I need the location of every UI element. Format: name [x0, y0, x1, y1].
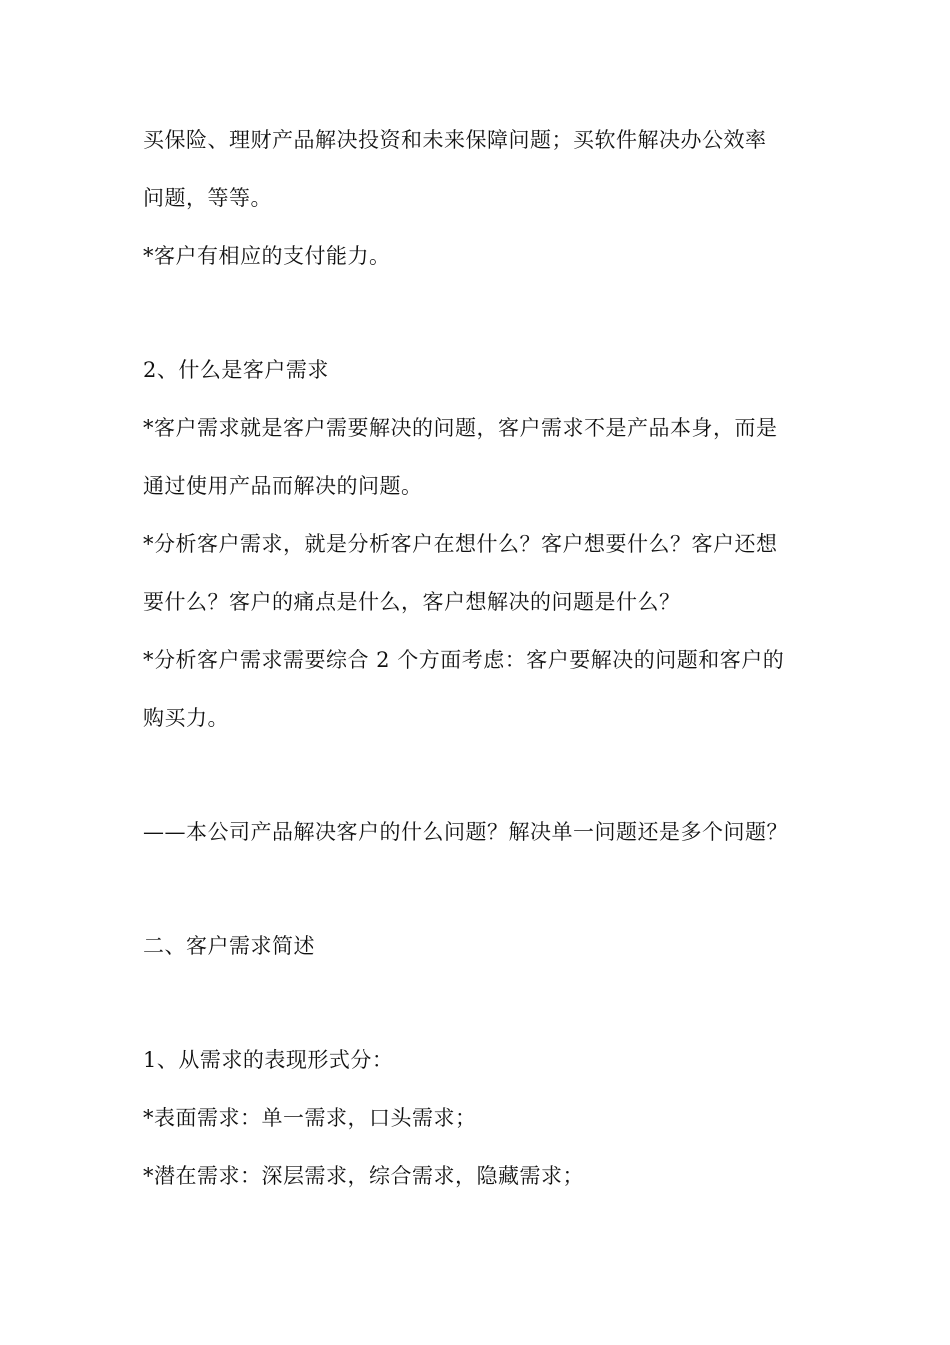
- bullet-line: *分析客户需求，就是分析客户在想什么？客户想要什么？客户还想: [143, 532, 778, 556]
- chapter-heading: 二、客户需求简述: [143, 934, 315, 958]
- paragraph-line: 通过使用产品而解决的问题。: [143, 474, 423, 498]
- question-line: ——本公司产品解决客户的什么问题？解决单一问题还是多个问题？: [143, 820, 788, 844]
- paragraph-line: 问题，等等。: [143, 186, 272, 210]
- paragraph-line: 买保险、理财产品解决投资和未来保障问题；买软件解决办公效率: [143, 128, 767, 152]
- bullet-line: *客户有相应的支付能力。: [143, 244, 391, 268]
- bullet-line: *潜在需求：深层需求，综合需求，隐藏需求；: [143, 1164, 584, 1188]
- bullet-line: *分析客户需求需要综合 2 个方面考虑：客户要解决的问题和客户的: [143, 648, 785, 672]
- paragraph-line: 购买力。: [143, 706, 229, 730]
- section-heading: 1、从需求的表现形式分：: [143, 1048, 394, 1072]
- paragraph-line: 要什么？客户的痛点是什么，客户想解决的问题是什么？: [143, 590, 681, 614]
- bullet-line: *客户需求就是客户需要解决的问题，客户需求不是产品本身，而是: [143, 416, 778, 440]
- section-heading: 2、什么是客户需求: [143, 358, 329, 382]
- bullet-line: *表面需求：单一需求，口头需求；: [143, 1106, 477, 1130]
